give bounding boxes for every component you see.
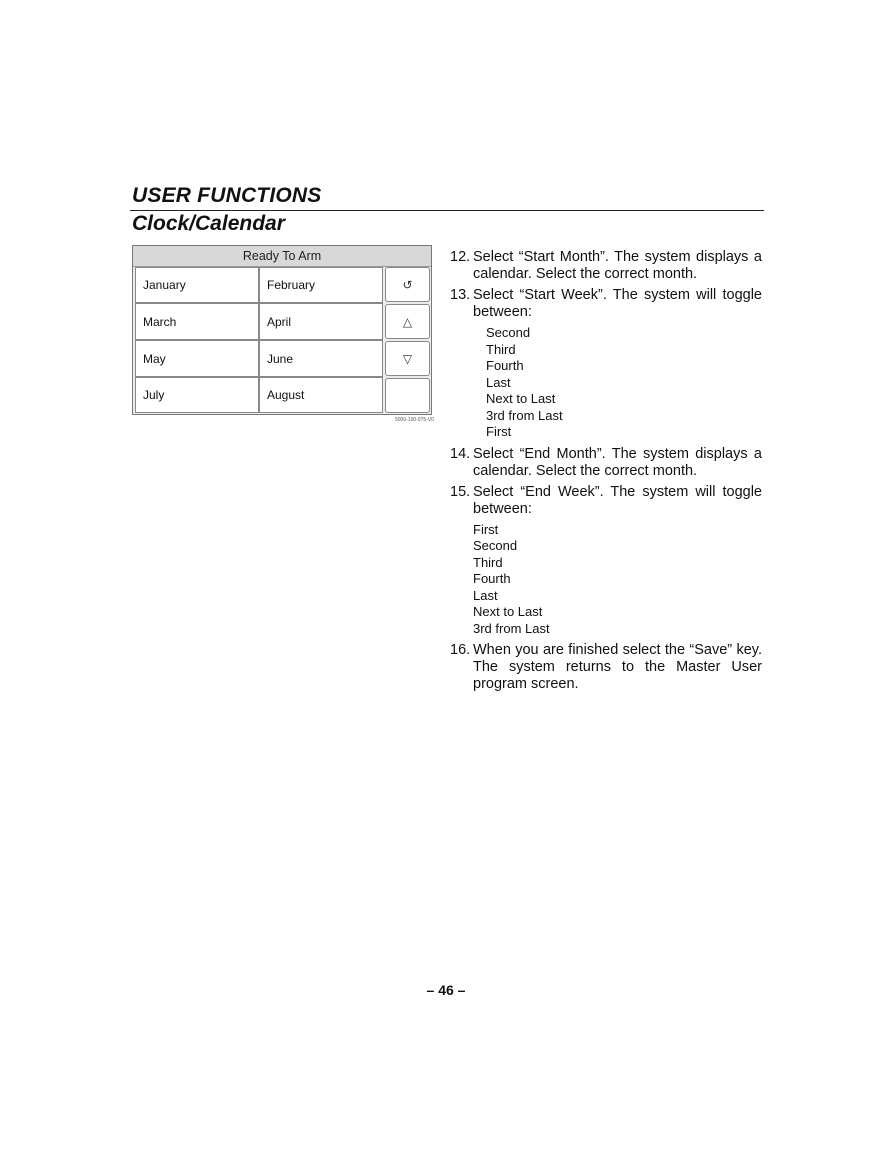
month-select-screen bbox=[132, 245, 432, 415]
step-number: 13. bbox=[450, 287, 471, 303]
step-number: 16. bbox=[450, 642, 471, 658]
start-week-options bbox=[450, 325, 762, 441]
month-button-april[interactable]: April bbox=[259, 303, 383, 340]
step-text: Select “End Week”. The system will toggle between: bbox=[473, 483, 762, 517]
option-item: Second bbox=[486, 325, 531, 340]
subsection-title: Clock/Calendar bbox=[132, 212, 285, 235]
step-text: When you are finished select the “Save” key. The system returns to the Master User program screen. bbox=[473, 642, 762, 692]
down-arrow-icon: ▽ bbox=[402, 351, 413, 366]
step-number: 12. bbox=[450, 249, 471, 265]
step-text: Select “End Month”. The system displays a calendar. Select the correct month. bbox=[473, 445, 762, 479]
month-button-february[interactable]: February bbox=[259, 267, 383, 303]
figure-code: 5000-100-075-V0 bbox=[395, 417, 434, 423]
option-item: Third bbox=[473, 554, 503, 570]
option-item: Fourth bbox=[486, 358, 524, 373]
scroll-up-button[interactable] bbox=[385, 304, 430, 339]
back-button[interactable] bbox=[385, 267, 430, 302]
option-item: Next to Last bbox=[473, 604, 543, 619]
month-button-june[interactable]: June bbox=[259, 340, 383, 377]
step-number: 15. bbox=[450, 483, 471, 500]
option-item: Fourth bbox=[473, 571, 511, 586]
instructions-column bbox=[450, 249, 762, 697]
header-rule bbox=[130, 210, 764, 211]
section-title: USER FUNCTIONS bbox=[132, 184, 322, 207]
step-text: Select “Start Month”. The system displays a calendar. Select the correct month. bbox=[473, 249, 762, 282]
step-item bbox=[450, 287, 762, 321]
scroll-down-button[interactable] bbox=[385, 341, 430, 376]
up-arrow-icon: △ bbox=[402, 314, 413, 329]
back-arrow-icon: ↺ bbox=[402, 277, 413, 292]
step-item bbox=[450, 642, 762, 693]
page-number: – 46 – bbox=[426, 982, 466, 998]
step-number: 14. bbox=[450, 445, 471, 462]
option-item: First bbox=[486, 424, 512, 439]
month-button-august[interactable]: August bbox=[259, 377, 383, 413]
end-week-options bbox=[450, 522, 762, 638]
option-item: Second bbox=[473, 538, 518, 553]
option-item: First bbox=[473, 521, 499, 537]
blank-button[interactable] bbox=[385, 378, 430, 413]
month-button-july[interactable]: July bbox=[135, 377, 259, 413]
step-text: Select “Start Week”. The system will toggle between: bbox=[473, 287, 762, 320]
step-item bbox=[450, 446, 762, 480]
option-item: Last bbox=[486, 374, 511, 390]
screen-status-title: Ready To Arm bbox=[133, 246, 431, 267]
option-item: 3rd from Last bbox=[486, 407, 563, 423]
option-item: Last bbox=[473, 587, 498, 603]
option-item: Next to Last bbox=[486, 391, 556, 406]
step-item bbox=[450, 249, 762, 283]
month-button-may[interactable]: May bbox=[135, 340, 259, 377]
step-item bbox=[450, 484, 762, 518]
option-item: 3rd from Last bbox=[473, 620, 550, 636]
month-button-january[interactable]: January bbox=[135, 267, 259, 303]
option-item: Third bbox=[486, 341, 516, 357]
month-button-march[interactable]: March bbox=[135, 303, 259, 340]
